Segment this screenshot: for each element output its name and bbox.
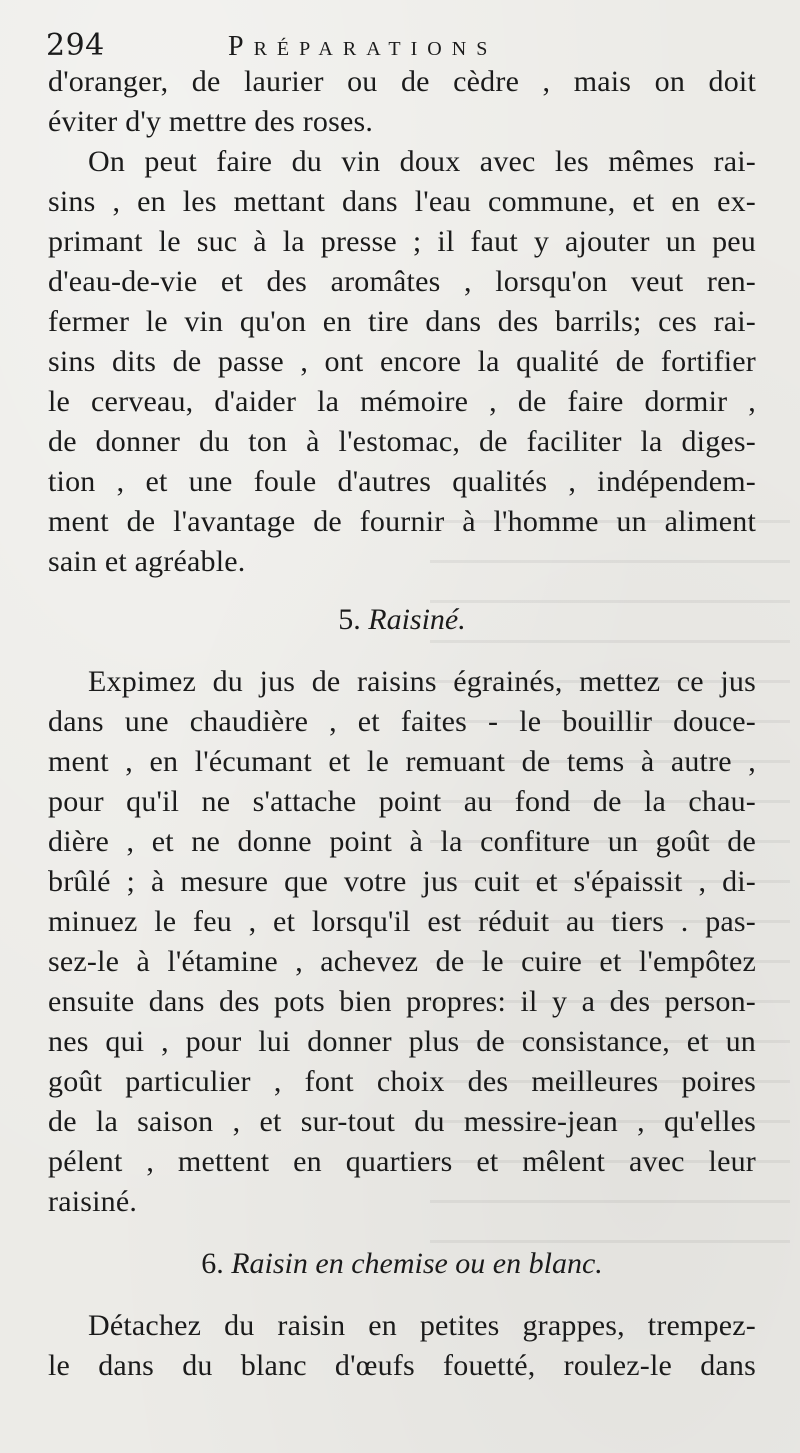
text-line: éviter d'y mettre des roses.	[48, 105, 374, 138]
spacer	[48, 1284, 756, 1306]
text-line: raisiné.	[48, 1185, 138, 1218]
text-line: tion , et une foule d'autres qualités , indépendem-	[48, 465, 756, 498]
text-line: de donner du ton à l'estomac, de faciliter la diges-	[48, 425, 756, 458]
text-line: d'oranger, de laurier ou de cèdre , mais on doit	[48, 65, 756, 98]
text-line: de la saison , et sur-tout du messire-jean , qu'elles	[48, 1105, 756, 1138]
text-line: Détachez du raisin en petites grappes, trempez-	[88, 1309, 756, 1342]
paragraph-vin-doux	[48, 142, 756, 582]
running-title: Préparations	[228, 31, 498, 62]
text-line: ensuite dans des pots bien propres: il y a des person-	[48, 985, 756, 1018]
text-line: ment , en l'écumant et le remuant de tems à autre ,	[48, 745, 756, 778]
text-line: dière , et ne donne point à la confiture un goût de	[48, 825, 756, 858]
paragraph-raisin-en-chemise	[48, 1306, 756, 1386]
text-line: sez-le à l'étamine , achevez de le cuire et l'empôtez	[48, 945, 756, 978]
paragraph-raisine	[48, 662, 756, 1222]
spacer	[48, 1222, 756, 1244]
text-line: Expimez du jus de raisins égrainés, mettez ce jus	[88, 665, 756, 698]
body-text	[48, 62, 756, 1386]
text-line: minuez le feu , et lorsqu'il est réduit au tiers . pas-	[48, 905, 756, 938]
section-number: 6.	[201, 1247, 224, 1280]
text-line: fermer le vin qu'on en tire dans des barrils; ces rai-	[48, 305, 756, 338]
text-line: goût particulier , font choix des meilleures poires	[48, 1065, 756, 1098]
paragraph-continuation	[48, 62, 756, 142]
text-line: On peut faire du vin doux avec les mêmes rai-	[88, 145, 756, 178]
section-heading-raisin-en-chemise	[48, 1244, 756, 1284]
text-line: le cerveau, d'aider la mémoire , de faire dormir ,	[48, 385, 756, 418]
text-line: sain et agréable.	[48, 545, 246, 578]
text-line: primant le suc à la presse ; il faut y ajouter un peu	[48, 225, 756, 258]
page-number: 294	[46, 28, 105, 63]
text-line: sins dits de passe , ont encore la qualité de fortifier	[48, 345, 756, 378]
section-heading-raisine	[48, 600, 756, 640]
running-head	[46, 28, 766, 64]
section-title: Raisiné.	[368, 603, 466, 636]
text-line: d'eau-de-vie et des aromâtes , lorsqu'on veut ren-	[48, 265, 756, 298]
text-line: dans une chaudière , et faites - le bouillir douce-	[48, 705, 756, 738]
text-line: nes qui , pour lui donner plus de consistance, et un	[48, 1025, 756, 1058]
text-line: sins , en les mettant dans l'eau commune, et en ex-	[48, 185, 756, 218]
text-line: pour qu'il ne s'attache point au fond de la chau-	[48, 785, 756, 818]
section-title: Raisin en chemise ou en blanc.	[231, 1247, 603, 1280]
text-line: brûlé ; à mesure que votre jus cuit et s'épaissit , di-	[48, 865, 756, 898]
text-line: ment de l'avantage de fournir à l'homme un aliment	[48, 505, 756, 538]
text-line: pélent , mettent en quartiers et mêlent avec leur	[48, 1145, 756, 1178]
spacer	[48, 582, 756, 600]
spacer	[48, 640, 756, 662]
section-number: 5.	[338, 603, 361, 636]
text-line: le dans du blanc d'œufs fouetté, roulez-le dans	[48, 1349, 756, 1382]
